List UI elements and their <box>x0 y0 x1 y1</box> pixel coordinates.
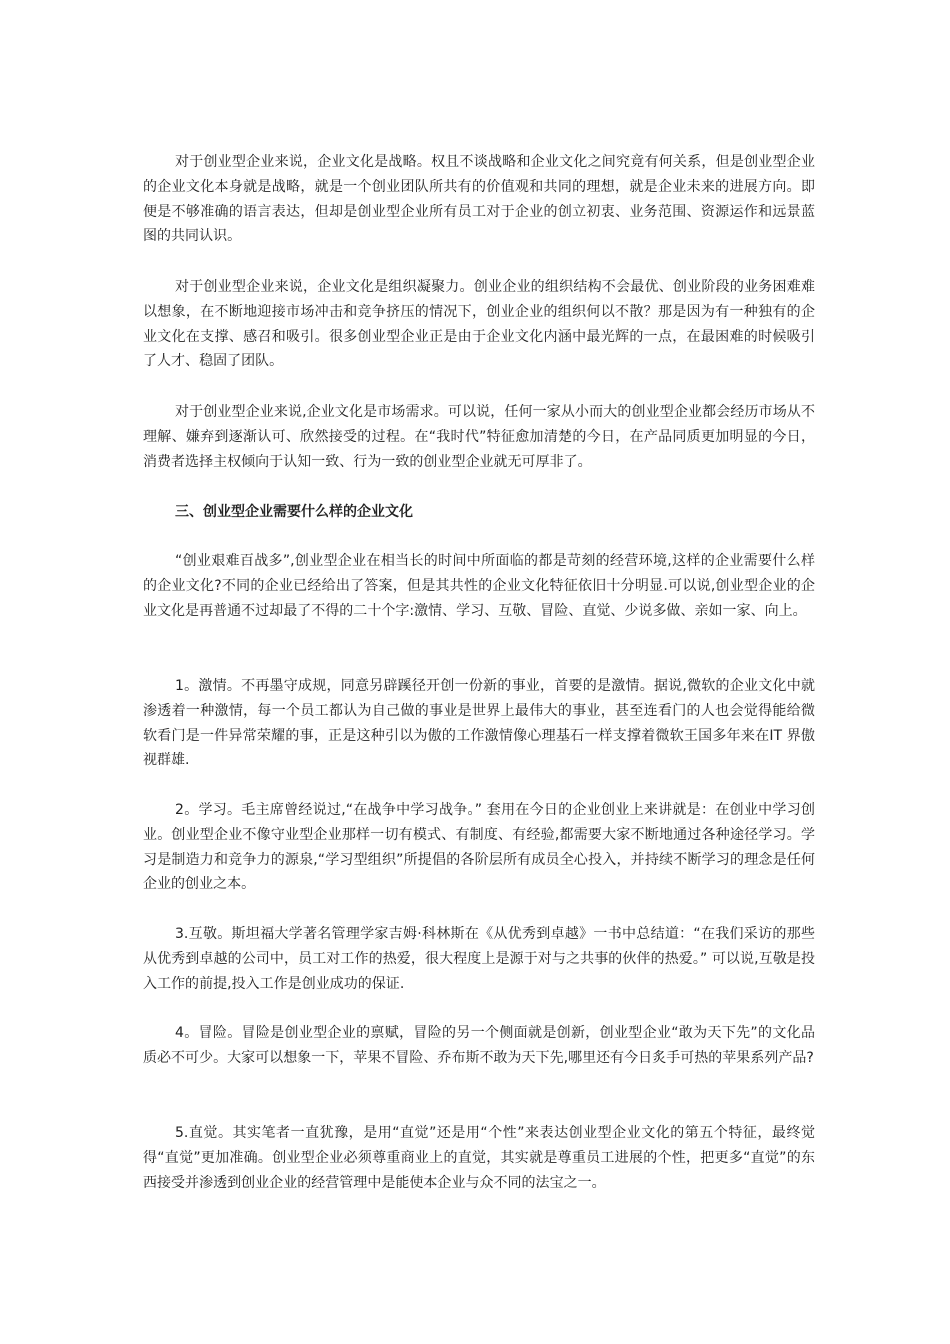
section-heading: 三、创业型企业需要什么样的企业文化 <box>175 504 413 520</box>
paragraph-learning: 2。学习。毛主席曾经说过,“在战争中学习战争。” 套用在今日的企业创业上来讲就是：在创业中学习创业。创业型企业不像守业型企业那样一切有模式、有制度、有经验,都需要大家不断地通过各种途径学习。学习是制造力和竞争力的源泉,“学习型组织”所提倡的各阶层所有成员全心投入，并持续不断学习的理念是任何企业的创业之本。 <box>143 802 815 893</box>
paragraph-market-demand: 对于创业型企业来说,企业文化是市场需求。可以说，任何一家从小而大的创业型企业都会经历市场从不理解、嫌弃到逐渐认可、欣然接受的过程。在“我时代”特征愈加清楚的今日，在产品同质更加明显的今日，消费者选择主权倾向于认知一致、行为一致的创业型企业就无可厚非了。 <box>143 404 815 470</box>
paragraph-cohesion: 对于创业型企业来说，企业文化是组织凝聚力。创业企业的组织结构不会最优、创业阶段的业务困难难以想象，在不断地迎接市场冲击和竞争挤压的情况下，创业企业的组织何以不散？那是因为有一种独有的企业文化在支撑、感召和吸引。很多创业型企业正是由于企业文化内涵中最光辉的一点，在最困难的时候吸引了人才、稳固了团队。 <box>143 279 815 370</box>
paragraph-risk: 4。冒险。冒险是创业型企业的禀赋，冒险的另一个侧面就是创新，创业型企业“敢为天下先”的文化品质必不可少。大家可以想象一下，苹果不冒险、乔布斯不敢为天下先,哪里还有今日炙手可热的苹果系列产品? <box>143 1025 815 1066</box>
paragraph-intuition: 5.直觉。其实笔者一直犹豫，是用“直觉”还是用“个性”来表达创业型企业文化的第五个特征，最终觉得“直觉”更加准确。创业型企业必须尊重商业上的直觉，其实就是尊重员工进展的个性，把更多“直觉”的东西接受并渗透到创业企业的经营管理中是能使本企业与众不同的法宝之一。 <box>143 1125 815 1191</box>
paragraph-strategy: 对于创业型企业来说，企业文化是战略。权且不谈战略和企业文化之间究竟有何关系，但是创业型企业的企业文化本身就是战略，就是一个创业团队所共有的价值观和共同的理想，就是企业未来的进展方向。即便是不够准确的语言表达，但却是创业型企业所有员工对于企业的创立初衷、业务范围、资源运作和远景蓝图的共同认识。 <box>143 154 815 245</box>
paragraph-intro: “创业艰难百战多”,创业型企业在相当长的时间中所面临的都是苛刻的经营环境,这样的企业需要什么样的企业文化?不同的企业已经给出了答案，但是其共性的企业文化特征依旧十分明显.可以说,创业型企业的企业文化是再普通不过却最了不得的二十个字:激情、学习、互敬、冒险、直觉、少说多做、亲如一家、向上。 <box>143 553 815 619</box>
paragraph-passion: 1。激情。不再墨守成规，同意另辟蹊径开创一份新的事业，首要的是激情。据说,微软的企业文化中就渗透着一种激情，每一个员工都认为自己做的事业是世界上最伟大的事业，甚至连看门的人也会觉得能给微软看门是一件异常荣耀的事，正是这种引以为傲的工作激情像心理基石一样支撑着微软王国多年来在IT 界傲视群雄. <box>143 678 815 769</box>
paragraph-respect: 3.互敬。斯坦福大学著名管理学家吉姆·科林斯在《从优秀到卓越》一书中总结道：“在我们采访的那些从优秀到卓越的公司中，员工对工作的热爱，很大程度上是源于对与之共事的伙伴的热爱。” 可以说,互敬是投入工作的前提,投入工作是创业成功的保证. <box>143 926 815 992</box>
